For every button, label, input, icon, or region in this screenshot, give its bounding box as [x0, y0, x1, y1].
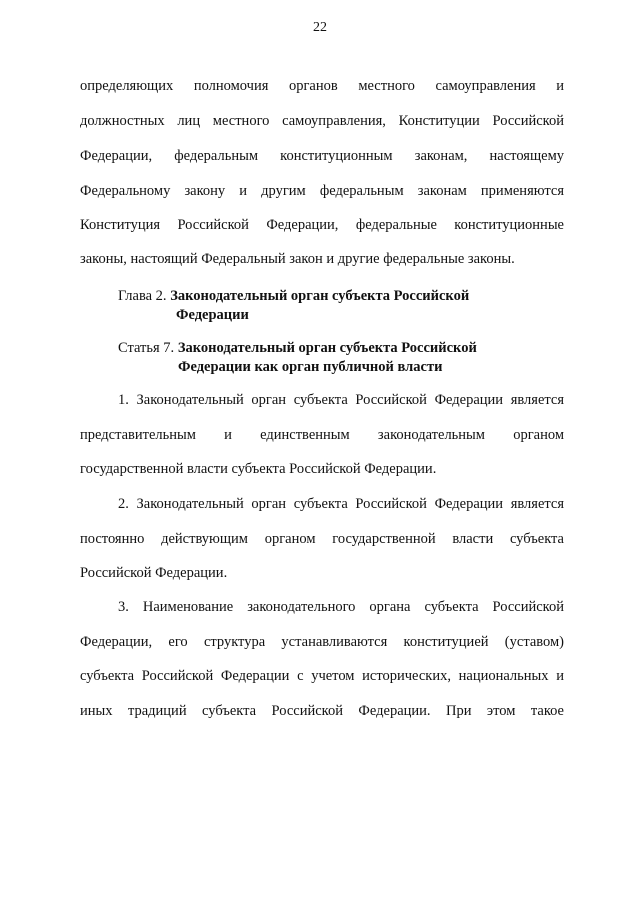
item2-line: постоянно действующим органом государственной власти субъекта	[80, 531, 564, 547]
item2-line: 2. Законодательный орган субъекта Российской Федерации является	[118, 496, 564, 512]
item1-line: представительным и единственным законодательным органом	[80, 427, 564, 443]
chapter-title-line1: Законодательный орган субъекта Российской	[170, 288, 470, 304]
paragraph-line: Конституция Российской Федерации, федеральные конституционные	[80, 217, 564, 233]
chapter-label: Глава 2.	[118, 288, 167, 304]
item3-line: субъекта Российской Федерации с учетом исторических, национальных и	[80, 668, 564, 684]
paragraph-line: определяющих полномочия органов местного самоуправления и	[80, 78, 564, 94]
item2-line: Российской Федерации.	[80, 565, 228, 581]
article-heading	[118, 339, 538, 377]
paragraph-line: Федерации, федеральным конституционным законам, настоящему	[80, 148, 564, 164]
paragraph-line: законы, настоящий Федеральный закон и другие федеральные законы.	[80, 251, 515, 267]
chapter-heading	[118, 287, 538, 325]
paragraph-line: должностных лиц местного самоуправления, Конституции Российской	[80, 113, 564, 129]
item3-line: 3. Наименование законодательного органа субъекта Российской	[118, 599, 564, 615]
item3-line: иных традиций субъекта Российской Федерации. При этом такое	[80, 703, 564, 719]
chapter-title-line2: Федерации	[176, 307, 249, 323]
article-title-line2: Федерации как орган публичной власти	[178, 359, 443, 375]
page-number: 22	[313, 20, 327, 35]
paragraph-line: Федеральному закону и другим федеральным законам применяются	[80, 183, 564, 199]
item1-line: 1. Законодательный орган субъекта Российской Федерации является	[118, 392, 564, 408]
article-title-line1: Законодательный орган субъекта Российской	[177, 340, 477, 356]
item1-line: государственной власти субъекта Российской Федерации.	[80, 461, 437, 477]
article-label: Статья 7.	[118, 340, 175, 356]
item3-line: Федерации, его структура устанавливаются конституцией (уставом)	[80, 634, 564, 650]
